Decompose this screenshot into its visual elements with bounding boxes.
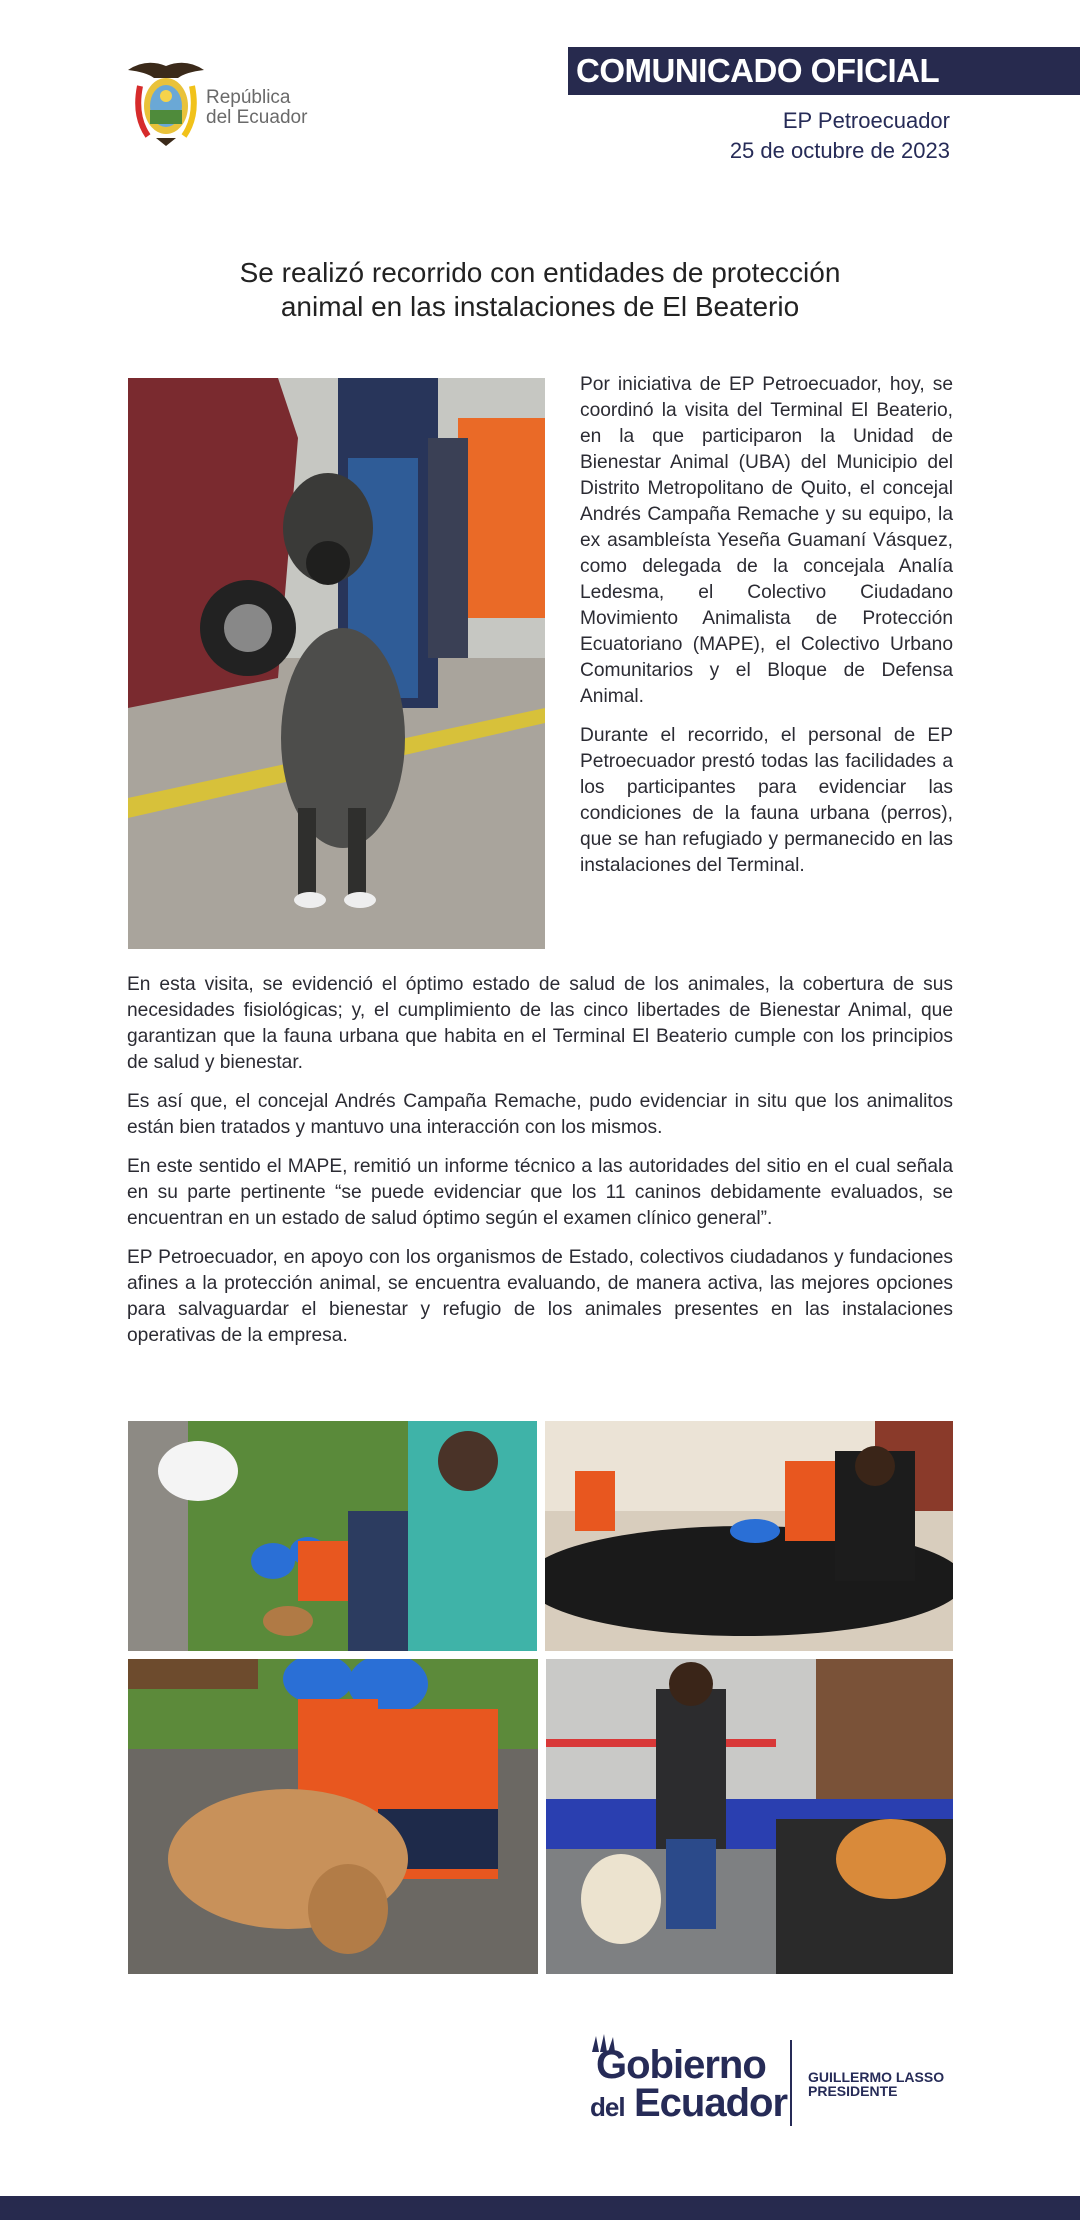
del-word: del [590,2092,625,2122]
ecuador-word: Ecuador [634,2081,788,2125]
article-side-text [580,372,953,892]
communique-date: 25 de octubre de 2023 [729,138,950,163]
paragraph: EP Petroecuador, en apoyo con los organismos de Estado, colectivos ciudadanos y fundaciones afines a la protección animal, se encuentra evaluando, de manera activa, las mejores opciones para salvaguardar el bienestar y refugio de los animales presentes en las instalaciones operativas de la empresa. [127,1247,953,1346]
photo-dog-checkup [128,1659,538,1974]
paragraph: Durante el recorrido, el personal de EP Petroecuador prestó todas las facilidades a los participantes para evidenciar las condiciones de la fauna urbana (perros), que se han refugiado y permanecido en las instalaciones del Terminal. [580,725,953,876]
gobierno-ecuador-logo [590,2040,960,2130]
photo-councilman-dogs [546,1659,953,1974]
gobierno-word: Gobierno [596,2043,766,2087]
organization-name: EP Petroecuador [782,108,950,133]
footer-bar [0,2196,1080,2220]
photo-inspection-room [128,1421,537,1651]
communique-meta [730,106,950,166]
article-headline: Se realizó recorrido con entidades de protección animal en las instalaciones de El Beaterio [239,257,841,322]
coat-of-arms-icon [126,56,206,148]
president-title: PRESIDENTE [808,2083,898,2099]
president-name: GUILLERMO LASSO [808,2069,945,2085]
photo-meeting-room [545,1421,953,1651]
paragraph: Por iniciativa de EP Petroecuador, hoy, se coordinó la visita del Terminal El Beaterio, en la que participaron la Unidad de Bienestar Animal (UBA) del Municipio del Distrito Metropolitano de Quito, el concejal Andrés Campaña Remache y su equipo, la ex asambleísta Yeseña Guamaní Vásquez, como delegada de la concejala Analía Ledesma, el Colectivo Ciudadano Movimiento Animalista de Protección Ecuatoriano (MAPE), el Colectivo Urbano Comunitarios y el Bloque de Defensa Animal. [580,374,953,707]
paragraph: Es así que, el concejal Andrés Campaña Remache, pudo evidenciar in situ que los animalitos están bien tratados y mantuvo una interacción con los mismos. [127,1091,953,1138]
republica-wordmark: República del Ecuador [206,87,308,128]
comunicado-oficial-banner: COMUNICADO OFICIAL [568,47,1080,95]
article-body-text [127,972,953,1362]
paragraph: En esta visita, se evidenció el óptimo estado de salud de los animales, la cobertura de sus necesidades fisiológicas; y, el cumplimiento de las cinco libertades de Bienestar Animal, que garantizan que la fauna urbana que habita en el Terminal El Beaterio cumple con los principios de salud y bienestar. [127,974,953,1073]
footer-divider [790,2040,792,2126]
dog-photo-main [128,378,545,949]
republica-logo [126,56,326,148]
paragraph: En este sentido el MAPE, remitió un informe técnico a las autoridades del sitio en el cual señala en su parte pertinente “se puede evidenciar que los 11 caninos debidamente evaluados, se encuentran en un estado de salud óptimo según el examen clínico general”. [127,1156,953,1229]
